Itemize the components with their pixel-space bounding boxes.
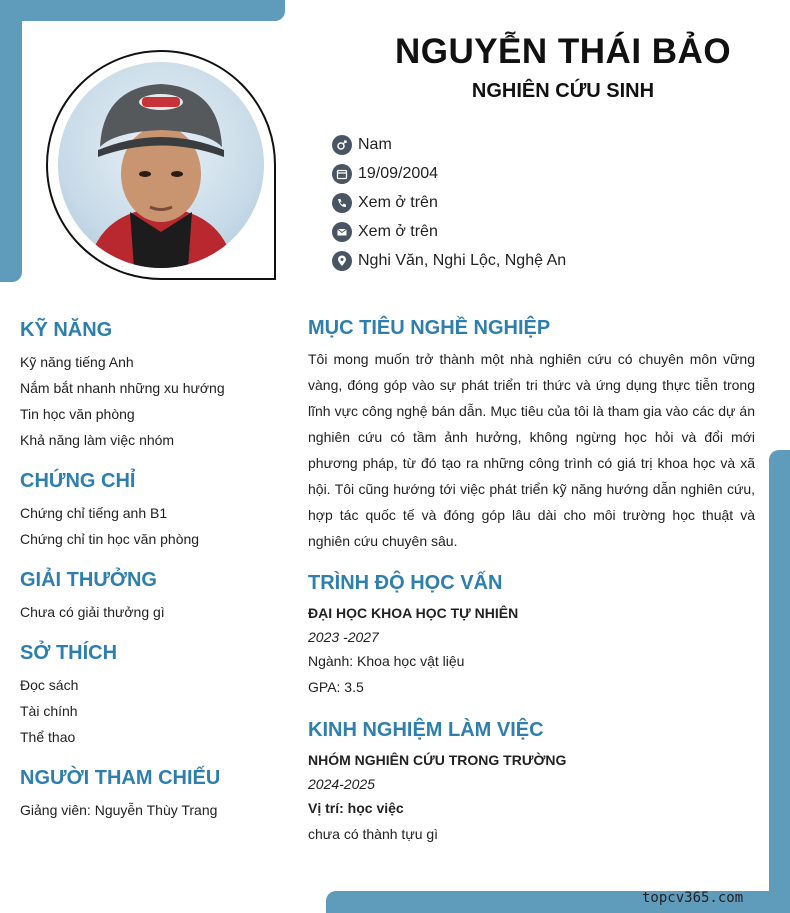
- objective-text: Tôi mong muốn trở thành một nhà nghiên cứu có chuyên môn vững vàng, đóng góp vào sự phát triển tri thức và ứng dụng thực tiễn trong lĩnh vực công nghệ bán dẫn. Mục tiêu của tôi là tham gia vào các dự án nghiên cứu có tầm ảnh hưởng, không ngừng học hỏi và đổi mới phương pháp, từ đó tạo ra những công trình có giá trị khoa học và xã hội. Tôi cũng hướng tới việc phát triển kỹ năng hướng dẫn nghiên cứu, hợp tác quốc tế và đóng góp lâu dài cho môi trường học thuật và nghiên cứu chuyên sâu.: [308, 351, 755, 549]
- contact-phone: [332, 188, 566, 217]
- candidate-title: NGHIÊN CỨU SINH: [471, 80, 655, 102]
- contact-email: [332, 217, 566, 246]
- skill-item: Kỹ năng tiếng Anh: [20, 354, 134, 370]
- education-school: ĐẠI HỌC KHOA HỌC TỰ NHIÊN: [308, 605, 519, 621]
- contact-address: [332, 246, 566, 275]
- skill-item: Nắm bắt nhanh những xu hướng: [20, 380, 225, 396]
- certificate-item: Chứng chỉ tin học văn phòng: [20, 531, 200, 547]
- location-icon: [332, 251, 352, 271]
- contact-phone-text: Xem ở trên: [358, 193, 438, 211]
- education-period: 2023 -2027: [308, 629, 379, 645]
- calendar-icon: [332, 164, 352, 184]
- hobby-item: Tài chính: [20, 703, 78, 719]
- profile-photo-frame: [46, 50, 276, 280]
- decor-frame-left: [0, 0, 22, 282]
- watermark-text: topcv365.com: [642, 890, 744, 906]
- contact-gender-text: Nam: [358, 135, 392, 153]
- education-gpa: GPA: 3.5: [308, 679, 364, 695]
- skills-heading: KỸ NĂNG: [20, 319, 113, 341]
- certificates-heading: CHỨNG CHỈ: [20, 470, 136, 492]
- reference-item: Giảng viên: Nguyễn Thùy Trang: [20, 802, 218, 818]
- education-heading: TRÌNH ĐỘ HỌC VẤN: [308, 572, 503, 594]
- awards-heading: GIẢI THƯỞNG: [20, 569, 157, 591]
- candidate-name: NGUYỄN THÁI BẢO: [394, 32, 732, 71]
- certificate-item: Chứng chỉ tiếng anh B1: [20, 505, 168, 521]
- contact-gender: [332, 130, 566, 159]
- contact-birthdate-text: 19/09/2004: [358, 164, 439, 182]
- experience-heading: KINH NGHIỆM LÀM VIỆC: [308, 719, 544, 741]
- profile-photo-image: [58, 62, 264, 268]
- profile-photo: [58, 62, 264, 268]
- experience-achievement: chưa có thành tựu gì: [308, 826, 439, 842]
- contact-birthdate: [332, 159, 566, 188]
- hobby-item: Thể thao: [20, 729, 76, 745]
- references-heading: NGƯỜI THAM CHIẾU: [20, 767, 221, 789]
- contact-list: [332, 130, 566, 275]
- skill-item: Khả năng làm việc nhóm: [20, 432, 175, 448]
- hobby-item: Đọc sách: [20, 677, 79, 693]
- contact-address-text: Nghi Văn, Nghi Lộc, Nghệ An: [358, 251, 567, 269]
- experience-org: NHÓM NGHIÊN CỨU TRONG TRƯỜNG: [308, 752, 567, 768]
- phone-icon: [332, 193, 352, 213]
- email-icon: [332, 222, 352, 242]
- experience-period: 2024-2025: [308, 776, 375, 792]
- experience-position: Vị trí: học việc: [308, 800, 404, 816]
- decor-frame-right: [769, 450, 790, 913]
- objective-heading: MỤC TIÊU NGHỀ NGHIỆP: [308, 317, 551, 339]
- award-item: Chưa có giải thưởng gì: [20, 604, 165, 620]
- hobbies-heading: SỞ THÍCH: [20, 642, 118, 664]
- gender-icon: [332, 135, 352, 155]
- contact-email-text: Xem ở trên: [358, 222, 438, 240]
- education-major: Ngành: Khoa học vật liệu: [308, 653, 465, 669]
- skill-item: Tin học văn phòng: [20, 406, 135, 422]
- decor-frame-top: [0, 0, 285, 21]
